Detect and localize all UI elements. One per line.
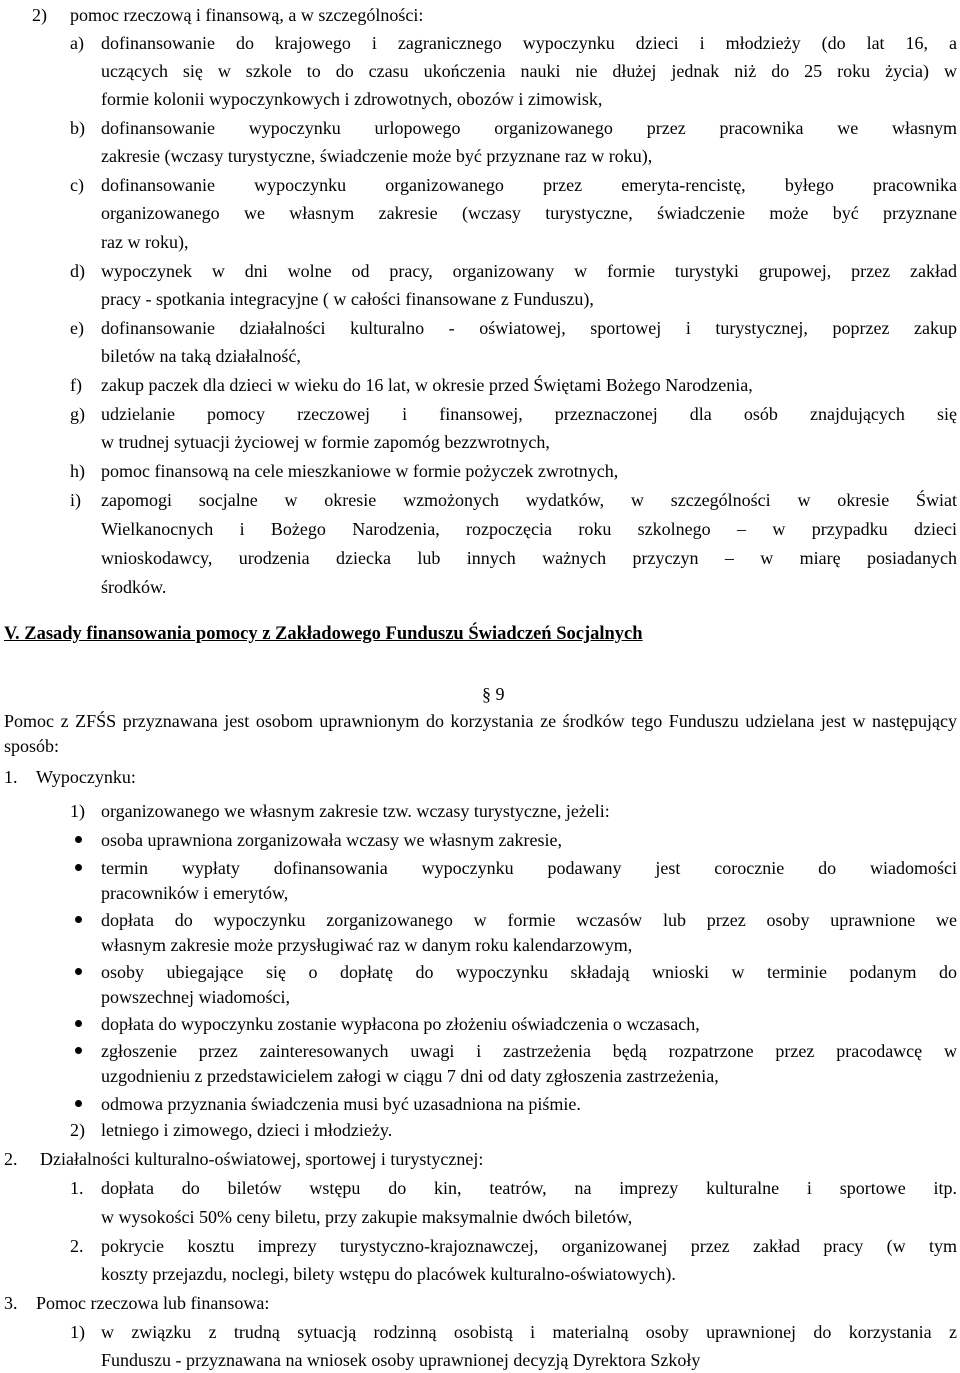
list-item-text: pomoc finansową na cele mieszkaniowe w formie pożyczek zwrotnych, bbox=[101, 461, 619, 481]
section-marker: 3. bbox=[4, 1293, 18, 1313]
list-marker: b) bbox=[70, 118, 85, 138]
bullet-text: dopłata do wypoczynku zorganizowanego w formie wczasów lub przez osoby uprawnione we bbox=[101, 910, 957, 930]
bullet-text: uzgodnieniu z przedstawicielem załogi w ciągu 7 dni od daty zgłoszenia zastrzeżenia, bbox=[101, 1066, 719, 1086]
list-marker: 2) bbox=[32, 5, 47, 25]
section-marker: 2. bbox=[4, 1149, 18, 1169]
bullet-icon bbox=[75, 1100, 82, 1107]
list-marker: 1. bbox=[70, 1178, 84, 1198]
bullet-text: zgłoszenie przez zainteresowanych uwagi i zastrzeżenia będą rozpatrzone przez pracodawcę w bbox=[101, 1041, 957, 1061]
bullet-icon bbox=[75, 836, 82, 843]
bullet-text: odmowa przyznania świadczenia musi być uzasadniona na piśmie. bbox=[101, 1094, 581, 1114]
list-item-text: biletów na taką działalność, bbox=[101, 346, 301, 366]
bullet-text: powszechnej wiadomości, bbox=[101, 987, 290, 1007]
list-item-text: organizowanego we własnym zakresie (wczasy turystyczne, świadczenie może być przyznane bbox=[101, 203, 957, 223]
bullet-text: termin wypłaty dofinansowania wypoczynku podawany jest corocznie do wiadomości bbox=[101, 858, 957, 878]
list-marker: a) bbox=[70, 33, 84, 53]
list-marker: c) bbox=[70, 175, 84, 195]
list-marker: 1) bbox=[70, 801, 85, 821]
list-item-text: Wielkanocnych i Bożego Narodzenia, rozpoczęcia roku szkolnego – w przypadku dzieci bbox=[101, 519, 957, 539]
list-item-text: w wysokości 50% ceny biletu, przy zakupie maksymalnie dwóch biletów, bbox=[101, 1207, 633, 1227]
list-item-text: raz w roku), bbox=[101, 232, 189, 252]
bullet-text: dopłata do wypoczynku zostanie wypłacona po złożeniu oświadczenia o wczasach, bbox=[101, 1014, 700, 1034]
list-item-text: środków. bbox=[101, 577, 167, 597]
section-title: Działalności kulturalno-oświatowej, sportowej i turystycznej: bbox=[40, 1149, 484, 1169]
bullet-text: osoba uprawniona zorganizowała wczasy we własnym zakresie, bbox=[101, 830, 562, 850]
bullet-icon bbox=[75, 916, 82, 923]
bullet-icon bbox=[75, 1047, 82, 1054]
section-marker: 1. bbox=[4, 767, 18, 787]
bullet-text: osoby ubiegające się o dopłatę do wypoczynku składają wnioski w terminie podanym do bbox=[101, 962, 957, 982]
list-item-text: w związku z trudną sytuacją rodzinną osobistą i materialną osoby uprawnionej do korzystania z bbox=[101, 1322, 957, 1342]
list-item-text: Funduszu - przyznawana na wniosek osoby uprawnionej decyzją Dyrektora Szkoły bbox=[101, 1350, 701, 1370]
list-item-text: koszty przejazdu, noclegi, bilety wstępu do placówek kulturalno-oświatowych). bbox=[101, 1264, 676, 1284]
list-item-text: uczących się w szkole to do czasu ukończenia nauki nie dłużej jednak niż do 25 roku życia) w bbox=[101, 61, 957, 81]
intro-paragraph: Pomoc z ZFŚS przyznawana jest osobom uprawnionym do korzystania ze środków tego Funduszu udzielana jest w następujący sposób: bbox=[4, 711, 957, 756]
list-marker: 2) bbox=[70, 1120, 85, 1140]
list-item-text: dofinansowanie wypoczynku organizowanego przez emeryta-rencistę, byłego pracownika bbox=[101, 175, 957, 195]
list-item-text: wnioskodawcy, urodzenia dziecka lub innych ważnych przyczyn – w miarę posiadanych bbox=[101, 548, 957, 568]
list-item-text: w trudnej sytuacji życiowej w formie zapomóg bezzwrotnych, bbox=[101, 432, 550, 452]
list-item-text: letniego i zimowego, dzieci i młodzieży. bbox=[101, 1120, 393, 1140]
bullet-text: pracowników i emerytów, bbox=[101, 883, 289, 903]
list-item-text: dofinansowanie wypoczynku urlopowego organizowanego przez pracownika we własnym bbox=[101, 118, 957, 138]
list-item-text: organizowanego we własnym zakresie tzw. wczasy turystyczne, jeżeli: bbox=[101, 801, 610, 821]
section-title: Pomoc rzeczowa lub finansowa: bbox=[36, 1293, 270, 1313]
list-marker: f) bbox=[70, 375, 82, 395]
list-item-text: pokrycie kosztu imprezy turystyczno-krajoznawczej, organizowanej przez zakład pracy (w tym bbox=[101, 1236, 957, 1256]
list-item-text: pracy - spotkania integracyjne ( w całości finansowane z Funduszu), bbox=[101, 289, 594, 309]
section-title: Wypoczynku: bbox=[36, 767, 136, 787]
list-marker: i) bbox=[70, 490, 81, 510]
list-item-text: zakup paczek dla dzieci w wieku do 16 lat, w okresie przed Świętami Bożego Narodzenia, bbox=[101, 375, 753, 395]
list-marker: 1) bbox=[70, 1322, 85, 1342]
section-heading: V. Zasady finansowania pomocy z Zakładowego Funduszu Świadczeń Socjalnych bbox=[4, 624, 643, 644]
list-marker: h) bbox=[70, 461, 85, 481]
list-item-text: wypoczynek w dni wolne od pracy, organizowany w formie turystyki grupowej, przez zakład bbox=[101, 261, 957, 281]
list-marker: d) bbox=[70, 261, 85, 281]
bullet-icon bbox=[75, 864, 82, 871]
list-item-text: udzielanie pomocy rzeczowej i finansowej, przeznaczonej dla osób znajdujących się bbox=[101, 404, 957, 424]
list-marker: 2. bbox=[70, 1236, 84, 1256]
bullet-text: własnym zakresie może przysługiwać raz w danym roku kalendarzowym, bbox=[101, 935, 633, 955]
list-item-text: zapomogi socjalne w okresie wzmożonych wydatków, w szczególności w okresie Świat bbox=[101, 490, 957, 510]
list-item-text: dofinansowanie do krajowego i zagranicznego wypoczynku dzieci i młodzieży (do lat 16, a bbox=[101, 33, 957, 53]
list-item-text: zakresie (wczasy turystyczne, świadczenie może być przyznane raz w roku), bbox=[101, 146, 653, 166]
list-item-text: dopłata do biletów wstępu do kin, teatrów, na imprezy kulturalne i sportowe itp. bbox=[101, 1178, 957, 1198]
bullet-icon bbox=[75, 1020, 82, 1027]
list-item-text: pomoc rzeczową i finansową, a w szczególności: bbox=[70, 5, 424, 25]
paragraph-mark: § 9 bbox=[482, 684, 505, 704]
list-marker: g) bbox=[70, 404, 85, 424]
bullet-icon bbox=[75, 968, 82, 975]
list-item-text: formie kolonii wypoczynkowych i zdrowotnych, obozów i zimowisk, bbox=[101, 89, 603, 109]
list-marker: e) bbox=[70, 318, 84, 338]
list-item-text: dofinansowanie działalności kulturalno - oświatowej, sportowej i turystycznej, poprzez zakup bbox=[101, 318, 957, 338]
